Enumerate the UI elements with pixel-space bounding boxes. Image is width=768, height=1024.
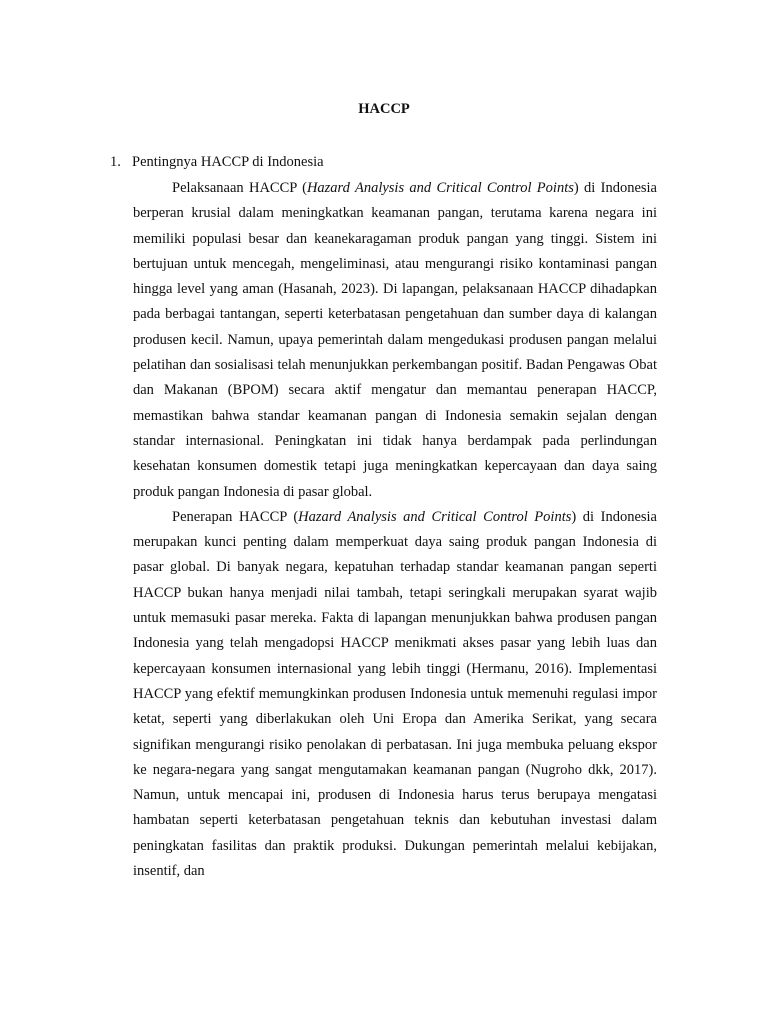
document-title: HACCP bbox=[358, 101, 410, 117]
paragraph-2-italic-term: Hazard Analysis and Critical Control Points bbox=[298, 508, 572, 525]
paragraph-1 bbox=[133, 176, 657, 505]
paragraph-2-text-rest: ) di Indonesia merupakan kunci penting dalam memperkuat daya saing produk pangan Indonesia di pasar global. Di banyak negara, kepatuhan terhadap standar keamanan pangan seperti HACCP bukan hanya menjadi nilai tambah, tetapi seringkali merupakan syarat wajib untuk memasuki pasar mereka. Fakta di lapangan menunjukkan bahwa produsen pangan Indonesia yang telah mengadopsi HACCP menikmati akses pasar yang lebih luas dan kepercayaan konsumen internasional yang lebih tinggi (Hermanu, 2016). Implementasi HACCP yang efektif memungkinkan produsen Indonesia untuk memenuhi regulasi impor ketat, seperti yang diberlakukan oleh Uni Eropa dan Amerika Serikat, yang secara signifikan mengurangi risiko penolakan di perbatasan. Ini juga membuka peluang ekspor ke negara-negara yang sangat mengutamakan keamanan pangan (Nugroho dkk, 2017). Namun, untuk mencapai ini, produsen di Indonesia harus terus berupaya mengatasi hambatan seperti keterbatasan pengetahuan teknis dan kebutuhan investasi dalam peningkatan fasilitas dan praktik produksi. Dukungan pemerintah melalui kebijakan, insentif, dan bbox=[133, 508, 657, 880]
section-heading-text: Pentingnya HACCP di Indonesia bbox=[132, 154, 324, 170]
paragraph-2-text-start: Penerapan HACCP ( bbox=[172, 508, 299, 525]
paragraph-2 bbox=[133, 505, 657, 884]
section-heading bbox=[110, 152, 324, 172]
paragraph-1-italic-term: Hazard Analysis and Critical Control Points bbox=[306, 180, 574, 196]
paragraph-1-text-start: Pelaksanaan HACCP ( bbox=[172, 180, 307, 196]
section-number: 1. bbox=[110, 154, 121, 170]
paragraph-1-text-rest: ) di Indonesia berperan krusial dalam meningkatkan keamanan pangan, terutama karena negara ini memiliki populasi besar dan keanekaragaman produk pangan yang tinggi. Sistem ini bertujuan untuk mencegah, mengeliminasi, atau mengurangi risiko kontaminasi pangan hingga level yang aman (Hasanah, 2023). Di lapangan, pelaksanaan HACCP dihadapkan pada berbagai tantangan, seperti keterbatasan pengetahuan dan sumber daya di kalangan produsen kecil. Namun, upaya pemerintah dalam mengedukasi produsen pangan melalui pelatihan dan sosialisasi telah menunjukkan perkembangan positif. Badan Pengawas Obat dan Makanan (BPOM) secara aktif mengatur dan memantau penerapan HACCP, memastikan bahwa standar keamanan pangan di Indonesia semakin sejalan dengan standar internasional. Peningkatan ini tidak hanya berdampak pada perlindungan kesehatan konsumen domestik tetapi juga meningkatkan kepercayaan dan daya saing produk pangan Indonesia di pasar global. bbox=[133, 180, 657, 500]
section-body bbox=[133, 176, 657, 884]
